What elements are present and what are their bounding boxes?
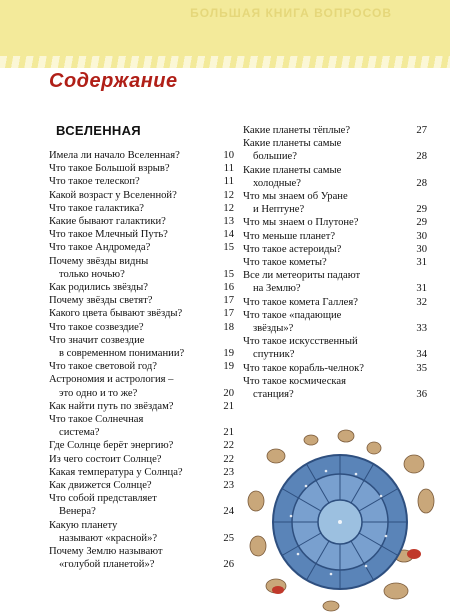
toc-page-number: 29 (416, 204, 427, 216)
toc-page-number: 31 (416, 257, 427, 268)
toc-entry-title: Что собой представляет (49, 493, 157, 505)
toc-entry (49, 360, 235, 373)
toc-page-number: 14 (223, 229, 234, 241)
toc-entry (49, 241, 235, 254)
toc-entry-title: Что меньше планет? (243, 230, 336, 242)
toc-entry (49, 466, 235, 479)
toc-entry-title: Где Солнце берёт энергию? (49, 440, 174, 452)
toc-entry-title: Что такое кометы? (243, 257, 327, 268)
toc-entry (243, 124, 429, 137)
toc-entry (49, 162, 235, 175)
toc-entry-title: Что мы знаем о Плутоне? (243, 217, 359, 229)
toc-page-number: 21 (223, 427, 234, 439)
toc-entry-title: Что такое астероиды? (243, 243, 342, 255)
toc-entry-title: большие? (253, 151, 297, 163)
toc-page-number: 21 (223, 400, 234, 412)
toc-entry-title: Какие планеты тёплые? (243, 125, 351, 136)
toc-entry (243, 164, 429, 190)
toc-page-number: 25 (223, 532, 234, 544)
toc-entry-title: Какую планету (49, 519, 118, 531)
toc-page-number: 30 (416, 243, 427, 255)
toc-entry-title: это одно и то же? (59, 387, 138, 399)
zodiac-wheel-icon (236, 426, 450, 616)
toc-entry-title: Венера? (59, 506, 96, 518)
toc-page-number: 17 (223, 295, 234, 307)
toc-entry (243, 269, 429, 295)
header-band-text: БОЛЬШАЯ КНИГА ВОПРОСОВ (190, 6, 392, 20)
toc-entry-title: Что такое корабль-челнок? (243, 362, 364, 374)
toc-entry-title: Какие планеты самые (243, 164, 342, 176)
toc-entry-title: Что такое световой год? (49, 361, 158, 373)
toc-entry (49, 307, 235, 320)
toc-entry (243, 243, 429, 256)
toc-entry-title: Что такое космическая (243, 375, 346, 387)
toc-entry (49, 479, 235, 492)
toc-entry-title: Какие планеты самые (243, 138, 342, 150)
toc-page-number: 11 (223, 163, 234, 175)
toc-page-number: 24 (223, 506, 234, 518)
toc-entry (49, 439, 235, 452)
toc-entry (49, 321, 235, 334)
toc-entry (243, 256, 429, 269)
toc-entry (243, 137, 429, 163)
toc-entry (243, 362, 429, 375)
toc-page-number: 28 (416, 177, 427, 189)
toc-entry (243, 216, 429, 229)
toc-entry (49, 189, 235, 202)
toc-entry-title: система? (59, 427, 100, 439)
toc-entry-title: спутник? (253, 349, 295, 361)
toc-page-number: 31 (416, 283, 427, 295)
header-band (0, 0, 450, 62)
toc-entry (49, 255, 235, 281)
toc-entry-title: Почему звёзды видны (49, 255, 149, 267)
toc-page-number: 33 (416, 322, 427, 334)
toc-entry (49, 202, 235, 215)
toc-entry (49, 519, 235, 545)
toc-entry-title: Как найти путь по звёздам? (49, 400, 174, 412)
toc-page-number: 19 (223, 347, 234, 359)
toc-page-number: 27 (416, 125, 427, 136)
toc-entry (49, 149, 235, 162)
toc-entry (49, 175, 235, 188)
toc-entry-title: в современном понимании? (59, 347, 185, 359)
toc-page-number: 30 (416, 230, 427, 242)
toc-entry-title: Что такое созвездие? (49, 321, 144, 333)
toc-entry (243, 309, 429, 335)
toc-entry (49, 334, 235, 360)
toc-entry-title: Что такое комета Галлея? (243, 296, 358, 308)
toc-entry-title: Как движется Солнце? (49, 480, 152, 491)
toc-entry-title: Какого цвета бывают звёзды? (49, 308, 183, 320)
toc-entry-title: Почему Землю называют (49, 546, 163, 557)
toc-entry (243, 375, 429, 401)
toc-entry-title: на Землю? (253, 283, 301, 295)
toc-entry-title: Что такое телескоп? (49, 176, 140, 188)
toc-page-number: 29 (416, 217, 427, 229)
toc-entry-title: Имела ли начало Вселенная? (49, 150, 180, 161)
section-title: ВСЕЛЕННАЯ (56, 123, 141, 138)
page-title: Содержание (49, 70, 178, 92)
toc-entry-title: только ночью? (59, 268, 125, 280)
toc-page-number: 23 (223, 480, 234, 491)
toc-page-number: 10 (223, 150, 234, 161)
toc-page-number: 22 (223, 453, 234, 465)
toc-page-number: 12 (223, 202, 234, 214)
toc-page-number: 16 (223, 282, 234, 293)
toc-page-number: 22 (223, 440, 234, 452)
toc-entry-title: Что такое Большой взрыв? (49, 163, 170, 175)
toc-page-number: 23 (223, 466, 234, 478)
toc-entry (243, 190, 429, 216)
toc-entry (49, 294, 235, 307)
toc-page-number: 36 (416, 388, 427, 400)
toc-entry-title: холодные? (253, 177, 301, 189)
toc-page-number: 32 (416, 296, 427, 308)
toc-entry-title: Что такое Андромеда? (49, 242, 151, 254)
toc-page-number: 15 (223, 268, 234, 280)
toc-entry (49, 215, 235, 228)
toc-entry-title: Что такое галактика? (49, 202, 144, 214)
toc-entry (49, 453, 235, 466)
toc-page-number: 17 (223, 308, 234, 320)
toc-entry-title: Какие бывают галактики? (49, 216, 166, 227)
toc-entry (49, 228, 235, 241)
toc-page-number: 11 (223, 176, 234, 188)
toc-entry (49, 281, 235, 294)
toc-entry-title: Что такое Солнечная (49, 414, 144, 425)
toc-entry-title: станция? (253, 388, 294, 400)
toc-entry (49, 492, 235, 518)
toc-entry-title: Что такое искусственный (243, 336, 358, 348)
toc-entry-title: звёзды»? (253, 322, 294, 334)
toc-page-number: 12 (223, 189, 234, 201)
toc-entry (49, 413, 235, 439)
toc-entry-title: «голубой планетой»? (59, 559, 155, 571)
toc-entry-title: называют «красной»? (59, 532, 158, 544)
toc-entry (49, 400, 235, 413)
toc-entry-title: Как родились звёзды? (49, 282, 149, 293)
toc-entry (243, 230, 429, 243)
toc-entry (243, 335, 429, 361)
toc-entry-title: Что мы знаем об Уране (243, 191, 348, 202)
toc-entry-title: Астрономия и астрология – (49, 374, 174, 386)
toc-entry-title: Из чего состоит Солнце? (49, 453, 162, 465)
toc-page-number: 19 (223, 361, 234, 373)
toc-entry-title: Все ли метеориты падают (243, 270, 361, 282)
toc-entry-title: Что такое Млечный Путь? (49, 229, 168, 241)
toc-page-number: 20 (223, 387, 234, 399)
toc-entry-title: Какая температура у Солнца? (49, 466, 183, 478)
toc-entry (49, 545, 235, 571)
toc-entry (243, 296, 429, 309)
toc-entry-title: Какой возраст у Вселенной? (49, 189, 177, 201)
toc-page-number: 28 (416, 151, 427, 163)
toc-page-number: 18 (223, 321, 234, 333)
toc-page-number: 15 (223, 242, 234, 254)
toc-page-number: 35 (416, 362, 427, 374)
toc-entry (49, 373, 235, 399)
toc-entry-title: Что такое «падающие (243, 309, 342, 321)
toc-entry-title: Почему звёзды светят? (49, 295, 153, 307)
toc-entry-title: Что значит созвездие (49, 334, 145, 346)
toc-page-number: 26 (223, 559, 234, 571)
toc-page-number: 13 (223, 216, 234, 227)
toc-entry-title: и Нептуне? (253, 204, 305, 216)
toc-page-number: 34 (416, 349, 427, 361)
